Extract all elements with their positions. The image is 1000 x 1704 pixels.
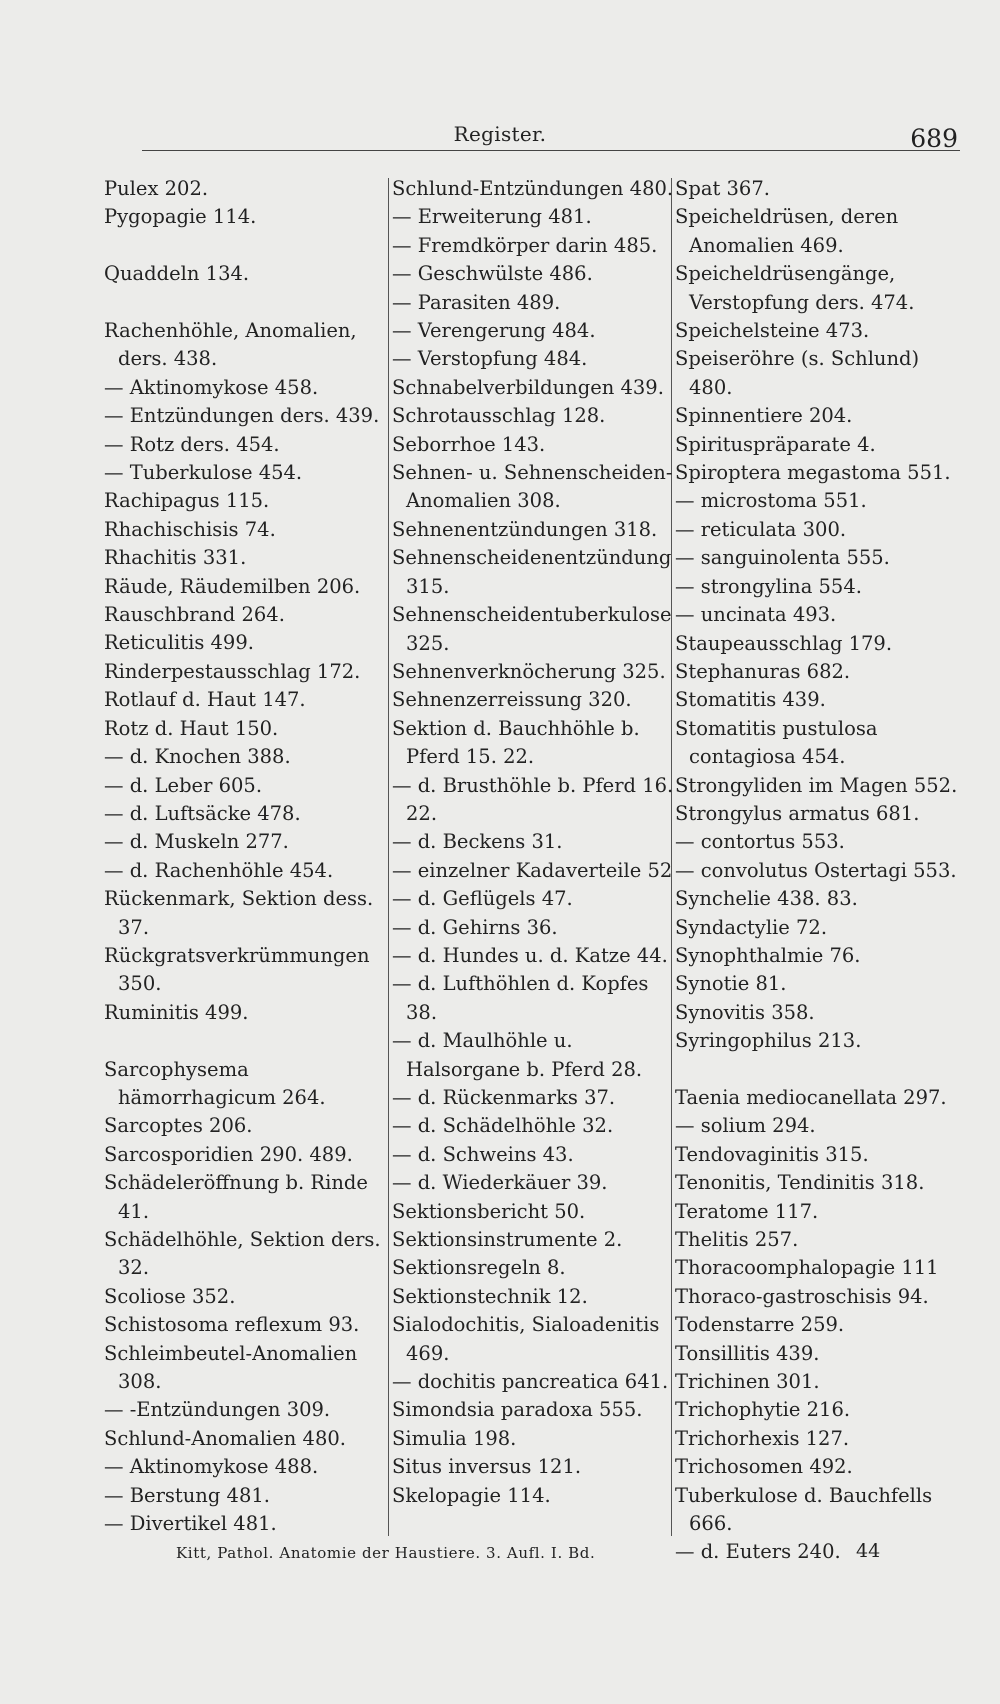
index-entry: Thoracoomphalopagie 111 [675, 1256, 939, 1280]
index-entry: — reticulata 300. [675, 517, 847, 541]
index-entry: Rotz d. Haut 150. [104, 716, 279, 740]
index-entry: — Divertikel 481. [104, 1512, 277, 1536]
index-entry: Sialodochitis, Sialoadenitis 469. [392, 1313, 660, 1365]
index-entry: Taenia mediocanellata 297. [675, 1085, 947, 1109]
index-entry: Synophthalmie 76. [675, 943, 861, 967]
index-entry: Scoliose 352. [104, 1284, 236, 1308]
index-entry: Schistosoma reflexum 93. [104, 1313, 360, 1337]
index-entry: Teratome 117. [675, 1199, 819, 1223]
index-entry: Stomatitis 439. [675, 688, 826, 712]
index-entry: — d. Schädelhöhle 32. [392, 1114, 614, 1138]
index-entry: Sehnenzerreissung 320. [392, 688, 632, 712]
index-entry: — sanguinolenta 555. [675, 546, 890, 570]
index-entry: — -Entzündungen 309. [104, 1398, 331, 1422]
index-entry: — d. Euters 240. [675, 1540, 841, 1564]
index-entry: — Verstopfung 484. [392, 347, 588, 371]
index-entry: Synotie 81. [675, 972, 787, 996]
running-title: Register. [453, 122, 547, 146]
index-entry: — strongylina 554. [675, 574, 862, 598]
index-entry: Schleimbeutel-Anomalien 308. [104, 1341, 358, 1394]
index-entry: — d. Wiederkäuer 39. [392, 1171, 608, 1195]
index-entry: Rachenhöhle, Anomalien, ders. 438. [104, 319, 357, 371]
index-entry: Ruminitis 499. [104, 1000, 249, 1024]
index-entry: Strongylus armatus 681. [675, 801, 920, 825]
index-entry: Tonsillitis 439. [675, 1341, 820, 1365]
index-entry: — Verengerung 484. [392, 319, 596, 343]
index-entry: — d. Geflügels 47. [392, 887, 573, 911]
index-entry: Stephanuras 682. [675, 659, 851, 683]
index-entry: — einzelner Kadaverteile 52 [392, 858, 673, 882]
index-entry: Rachipagus 115. [104, 489, 270, 513]
index-entry: Spirituspräparate 4. [675, 432, 876, 456]
index-entry: — d. Gehirns 36. [392, 915, 558, 939]
index-entry: — uncinata 493. [675, 603, 837, 627]
index-entry: Rhachitis 331. [104, 546, 247, 570]
index-entry: — d. Leber 605. [104, 773, 263, 797]
index-entry: Rotlauf d. Haut 147. [104, 688, 306, 712]
page-number: 689 [910, 124, 958, 153]
index-column-1 [104, 175, 392, 1538]
index-entry: Trichosomen 492. [675, 1455, 853, 1479]
index-entry: — d. Luftsäcke 478. [104, 801, 301, 825]
index-entry: Quaddeln 134. [104, 262, 250, 286]
index-entry: Situs inversus 121. [392, 1455, 582, 1479]
footer-imprint: Kitt, Pathol. Anatomie der Haustiere. 3. Aufl. I. Bd. [176, 1544, 596, 1562]
index-entry: Sehnenverknöcherung 325. [392, 659, 666, 683]
index-entry: Schrotausschlag 128. [392, 404, 606, 428]
index-entry: — Erweiterung 481. [392, 205, 592, 229]
index-entry: Sarcophysema hämorrhagicum 264. [104, 1057, 326, 1109]
index-entry: Pulex 202. [104, 177, 209, 200]
index-entry: Simulia 198. [392, 1426, 517, 1450]
index-entry: Todenstarre 259. [675, 1313, 845, 1337]
section-gap [104, 289, 392, 317]
index-entry: — dochitis pancreatica 641. [392, 1370, 669, 1394]
index-entry: Speiseröhre (s. Schlund) 480. [675, 347, 920, 399]
index-entry: Sarcoptes 206. [104, 1114, 253, 1138]
index-column-3 [675, 175, 960, 1567]
index-entry: Spat 367. [675, 177, 770, 200]
index-entry: Tendovaginitis 315. [675, 1142, 869, 1166]
index-entry: — d. Brusthöhle b. Pferd 16. 22. [392, 773, 674, 825]
index-entry: — Parasiten 489. [392, 290, 561, 314]
index-entry: Sehnenentzündungen 318. [392, 517, 658, 541]
index-entry: Thelitis 257. [675, 1228, 799, 1252]
index-entry: Sehnen- u. Sehnenscheiden-Anomalien 308. [392, 461, 673, 513]
index-entry: — d. Muskeln 277. [104, 830, 289, 854]
index-entry: — Aktinomykose 488. [104, 1455, 319, 1479]
index-entry: Synovitis 358. [675, 1000, 815, 1024]
index-entry: Spinnentiere 204. [675, 404, 853, 428]
index-entry: Sektionsbericht 50. [392, 1199, 586, 1223]
index-entry: — solium 294. [675, 1114, 816, 1138]
index-entry: — d. Rückenmarks 37. [392, 1086, 616, 1109]
index-entry: Speicheldrüsengänge, Verstopfung ders. 474. [675, 262, 915, 314]
index-entry: Thoraco-gastroschisis 94. [675, 1284, 929, 1308]
index-entry: Schnabelverbildungen 439. [392, 375, 664, 399]
index-entry: Strongyliden im Magen 552. [675, 773, 958, 797]
index-entry: Sektionsregeln 8. [392, 1256, 566, 1280]
index-entry: Schlund-Entzündungen 480. [392, 177, 674, 200]
index-entry: Schlund-Anomalien 480. [104, 1426, 346, 1450]
index-entry: Synchelie 438. 83. [675, 887, 858, 911]
index-entry: — Aktinomykose 458. [104, 375, 319, 399]
index-entry: Speichelsteine 473. [675, 319, 870, 343]
index-entry: — Fremdkörper darin 485. [392, 233, 658, 257]
index-entry: — microstoma 551. [675, 489, 867, 513]
index-entry: Räude, Räudemilben 206. [104, 574, 361, 598]
index-entry: Speicheldrüsen, deren Anomalien 469. [675, 205, 899, 257]
index-entry: — contortus 553. [675, 830, 845, 854]
index-entry: Syringophilus 213. [675, 1029, 862, 1053]
index-entry: Trichinen 301. [675, 1370, 820, 1394]
index-entry: Staupeausschlag 179. [675, 631, 893, 655]
index-entry: — d. Lufthöhlen d. Kopfes 38. [392, 972, 649, 1024]
index-entry: Schädeleröffnung b. Rinde 41. [104, 1171, 368, 1223]
index-entry: Sektion d. Bauchhöhle b. Pferd 15. 22. [392, 716, 640, 769]
index-entry: Syndactylie 72. [675, 915, 828, 939]
index-entry: Rhachischisis 74. [104, 517, 276, 541]
index-entry: — d. Maulhöhle u. Halsorgane b. Pferd 28. [392, 1029, 643, 1081]
index-entry: Reticulitis 499. [104, 631, 254, 655]
index-entry: Rückgratsverkrümmungen 350. [104, 943, 370, 996]
section-gap [104, 1027, 392, 1055]
index-entry: Tuberkulose d. Bauchfells 666. [675, 1483, 933, 1536]
index-entry: Simondsia paradoxa 555. [392, 1398, 643, 1422]
index-entry: Sektionsinstrumente 2. [392, 1228, 623, 1252]
index-entry: Sehnenscheidenentzündung 315. [392, 546, 672, 598]
index-entry: Sehnenscheidentuberkulose 325. [392, 603, 672, 655]
header-rule [142, 150, 960, 151]
index-entry: Stomatitis pustulosa contagiosa 454. [675, 716, 878, 769]
index-entry: Tenonitis, Tendinitis 318. [675, 1171, 925, 1195]
index-entry: Skelopagie 114. [392, 1483, 551, 1507]
index-entry: Spiroptera megastoma 551. [675, 461, 951, 485]
index-entry: Schädelhöhle, Sektion ders. 32. [104, 1227, 381, 1280]
section-gap [104, 232, 392, 260]
index-entry: — d. Hundes u. d. Katze 44. [392, 943, 668, 967]
index-entry: Rückenmark, Sektion dess. 37. [104, 887, 374, 939]
index-entry: — Geschwülste 486. [392, 262, 593, 286]
index-column-2 [392, 175, 674, 1510]
index-entry: — Tuberkulose 454. [104, 461, 303, 485]
index-entry: Rinderpestausschlag 172. [104, 659, 361, 683]
index-entry: Sektionstechnik 12. [392, 1284, 588, 1308]
index-entry: — d. Beckens 31. [392, 830, 563, 854]
index-entry: — d. Schweins 43. [392, 1142, 574, 1166]
index-entry: — d. Rachenhöhle 454. [104, 858, 334, 882]
index-entry: Trichophytie 216. [675, 1398, 851, 1422]
index-entry: Trichorhexis 127. [675, 1426, 850, 1450]
index-entry: Rauschbrand 264. [104, 603, 285, 627]
index-entry: Sarcosporidien 290. 489. [104, 1142, 353, 1166]
index-entry: — Entzündungen ders. 439. [104, 404, 380, 428]
index-entry: Pygopagie 114. [104, 205, 257, 229]
index-entry: — d. Knochen 388. [104, 745, 291, 769]
section-gap [675, 1056, 960, 1084]
index-entry: Seborrhoe 143. [392, 432, 546, 456]
index-entry: — Rotz ders. 454. [104, 432, 280, 456]
index-entry: — Berstung 481. [104, 1483, 270, 1507]
signature-mark: 44 [856, 1540, 881, 1562]
index-entry: — convolutus Ostertagi 553. [675, 858, 957, 882]
